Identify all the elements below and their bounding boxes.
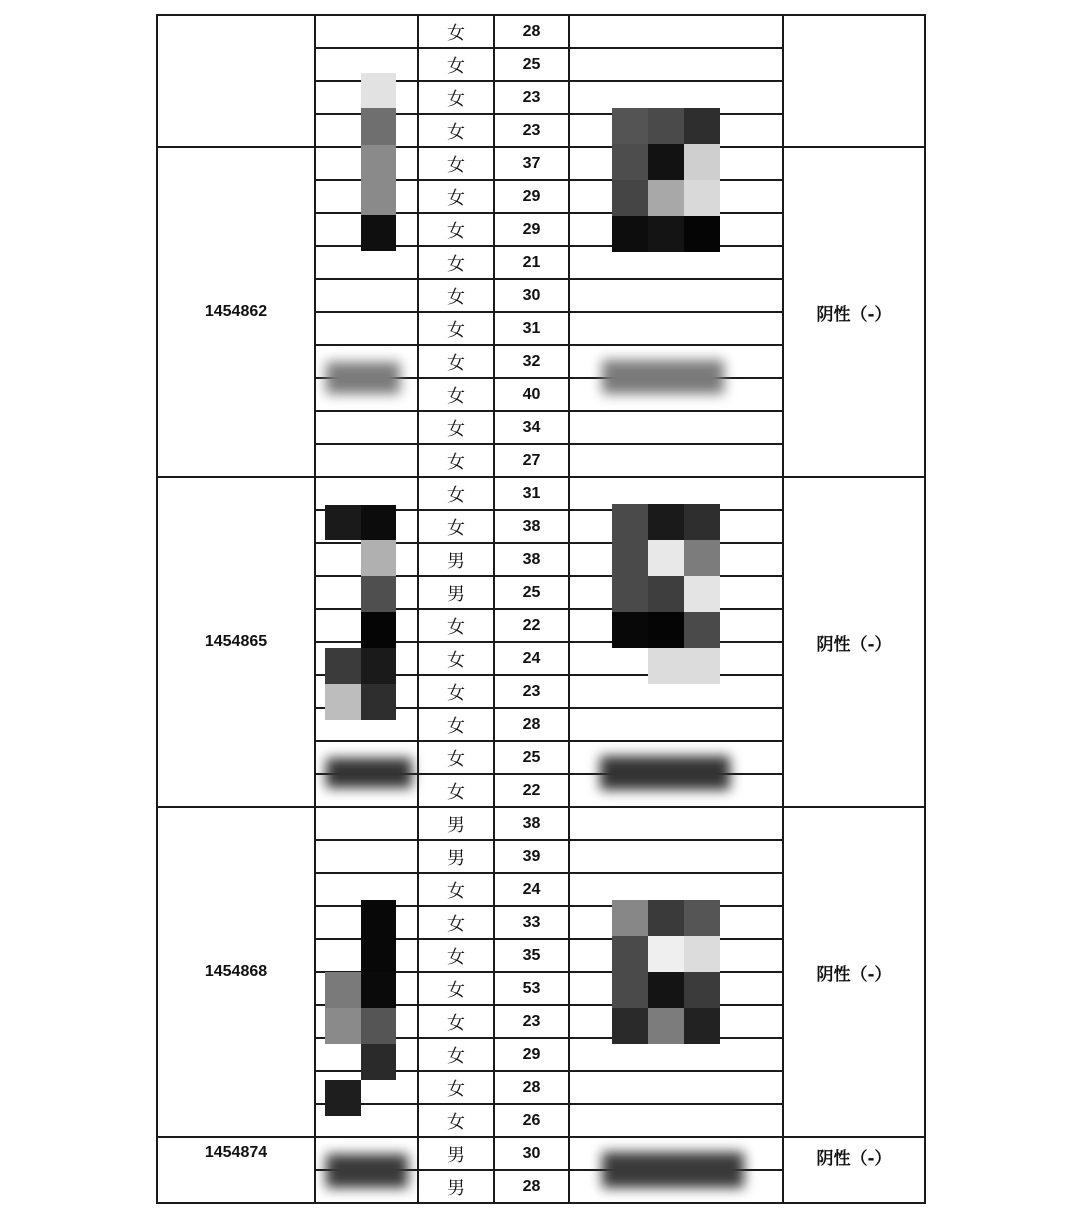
age-cell: 53	[494, 972, 569, 1005]
gender-cell: 女	[418, 147, 494, 180]
result-cell: 阴性（-）	[783, 147, 925, 477]
sample-id-cell: 1454874	[157, 1137, 315, 1203]
age-cell: 25	[494, 48, 569, 81]
age-cell: 22	[494, 774, 569, 807]
roster-body	[157, 15, 925, 1203]
age-cell: 24	[494, 642, 569, 675]
gender-cell: 女	[418, 510, 494, 543]
gender-cell: 男	[418, 576, 494, 609]
name-cell	[315, 411, 418, 444]
gender-cell: 男	[418, 840, 494, 873]
gender-cell: 女	[418, 741, 494, 774]
gender-cell: 女	[418, 411, 494, 444]
sample-id-cell: 1454865	[157, 477, 315, 807]
name-cell	[315, 279, 418, 312]
age-cell: 35	[494, 939, 569, 972]
gender-cell: 女	[418, 939, 494, 972]
age-cell: 38	[494, 543, 569, 576]
name-cell	[315, 15, 418, 48]
age-cell: 25	[494, 741, 569, 774]
phone-cell	[569, 840, 783, 873]
gender-cell: 女	[418, 378, 494, 411]
age-cell: 22	[494, 609, 569, 642]
table-row	[157, 15, 925, 48]
gender-cell: 女	[418, 48, 494, 81]
phone-cell	[569, 279, 783, 312]
age-cell: 31	[494, 312, 569, 345]
result-cell: 阴性（-）	[783, 807, 925, 1137]
phone-cell	[569, 1104, 783, 1137]
age-cell: 27	[494, 444, 569, 477]
age-cell: 28	[494, 708, 569, 741]
gender-cell: 女	[418, 279, 494, 312]
age-cell: 23	[494, 1005, 569, 1038]
gender-cell: 女	[418, 774, 494, 807]
name-cell	[315, 807, 418, 840]
name-cell	[315, 312, 418, 345]
phone-cell	[569, 48, 783, 81]
age-cell: 28	[494, 1071, 569, 1104]
gender-cell: 女	[418, 609, 494, 642]
phone-cell	[569, 15, 783, 48]
age-cell: 40	[494, 378, 569, 411]
age-cell: 25	[494, 576, 569, 609]
age-cell: 23	[494, 675, 569, 708]
sample-id-cell	[157, 15, 315, 147]
name-cell	[315, 444, 418, 477]
age-cell: 37	[494, 147, 569, 180]
gender-cell: 女	[418, 246, 494, 279]
table-row	[157, 147, 925, 180]
age-cell: 30	[494, 279, 569, 312]
age-cell: 30	[494, 1137, 569, 1170]
age-cell: 28	[494, 15, 569, 48]
gender-cell: 男	[418, 1170, 494, 1203]
gender-cell: 女	[418, 444, 494, 477]
age-cell: 29	[494, 213, 569, 246]
age-cell: 29	[494, 1038, 569, 1071]
age-cell: 34	[494, 411, 569, 444]
gender-cell: 女	[418, 312, 494, 345]
phone-cell	[569, 708, 783, 741]
age-cell: 38	[494, 807, 569, 840]
age-cell: 29	[494, 180, 569, 213]
gender-cell: 女	[418, 345, 494, 378]
gender-cell: 女	[418, 675, 494, 708]
gender-cell: 女	[418, 81, 494, 114]
age-cell: 38	[494, 510, 569, 543]
age-cell: 23	[494, 81, 569, 114]
roster-table	[156, 14, 926, 1204]
age-cell: 28	[494, 1170, 569, 1203]
name-cell	[315, 840, 418, 873]
gender-cell: 女	[418, 1071, 494, 1104]
gender-cell: 女	[418, 1104, 494, 1137]
table-row	[157, 477, 925, 510]
age-cell: 39	[494, 840, 569, 873]
phone-cell	[569, 807, 783, 840]
gender-cell: 女	[418, 15, 494, 48]
gender-cell: 男	[418, 807, 494, 840]
gender-cell: 女	[418, 477, 494, 510]
phone-cell	[569, 444, 783, 477]
gender-cell: 女	[418, 180, 494, 213]
age-cell: 33	[494, 906, 569, 939]
gender-cell: 女	[418, 114, 494, 147]
gender-cell: 女	[418, 1038, 494, 1071]
gender-cell: 男	[418, 543, 494, 576]
phone-cell	[569, 411, 783, 444]
phone-cell	[569, 312, 783, 345]
gender-cell: 女	[418, 906, 494, 939]
gender-cell: 女	[418, 213, 494, 246]
age-cell: 24	[494, 873, 569, 906]
sample-id-cell: 1454862	[157, 147, 315, 477]
age-cell: 31	[494, 477, 569, 510]
age-cell: 21	[494, 246, 569, 279]
gender-cell: 女	[418, 1005, 494, 1038]
table-row	[157, 1137, 925, 1170]
gender-cell: 男	[418, 1137, 494, 1170]
result-cell: 阴性（-）	[783, 477, 925, 807]
table-row	[157, 807, 925, 840]
age-cell: 32	[494, 345, 569, 378]
gender-cell: 女	[418, 642, 494, 675]
gender-cell: 女	[418, 972, 494, 1005]
age-cell: 26	[494, 1104, 569, 1137]
age-cell: 23	[494, 114, 569, 147]
sample-id-cell: 1454868	[157, 807, 315, 1137]
gender-cell: 女	[418, 708, 494, 741]
result-cell: 阴性（-）	[783, 1137, 925, 1203]
phone-cell	[569, 1071, 783, 1104]
gender-cell: 女	[418, 873, 494, 906]
result-cell	[783, 15, 925, 147]
